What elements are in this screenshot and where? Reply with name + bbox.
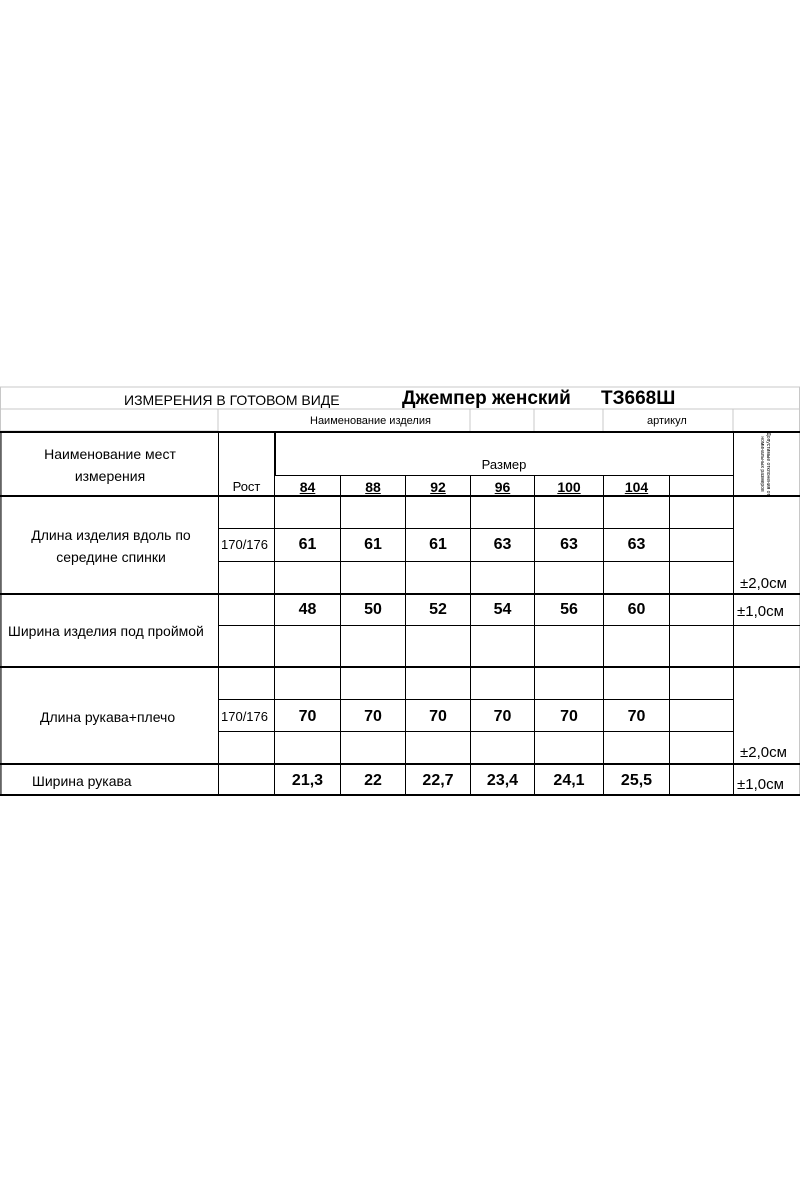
- table-cell: 70: [298, 708, 317, 725]
- table-cell: 21,3: [291, 772, 324, 789]
- table-cell: 48: [298, 601, 317, 618]
- size-label: 84: [299, 479, 316, 495]
- table-cell: 22,7: [422, 772, 454, 789]
- row-name: Ширина изделия под проймой: [8, 623, 204, 639]
- table-cell: 24,1: [553, 772, 585, 789]
- size-label: 92: [430, 479, 446, 495]
- table-cell: 25,5: [620, 772, 653, 789]
- product-name-caption: Наименование изделия: [310, 415, 431, 427]
- article-code: ТЗ668Ш: [601, 388, 676, 409]
- row-name: Длина изделия вдоль по середине спинки: [31, 527, 191, 565]
- row-name: Длина рукава+плечо: [40, 709, 176, 725]
- col-header-height: Рост: [232, 479, 261, 494]
- table-cell: 63: [627, 536, 646, 553]
- row-name: Ширина рукава: [32, 773, 132, 789]
- size-label: 100: [557, 479, 581, 495]
- table-cell: 70: [627, 708, 646, 725]
- col-header-tolerance: Допустимые отклонения от номинальных размеров: [759, 432, 771, 496]
- table-cell: 60: [627, 601, 646, 618]
- col-header-place: Наименование мест измерения: [44, 446, 176, 484]
- tolerance-value: ±1,0см: [737, 776, 784, 793]
- table-cell: 70: [493, 708, 512, 725]
- tolerance-value: ±2,0см: [740, 744, 787, 761]
- table-cell: 70: [364, 708, 382, 725]
- table-cell: 52: [429, 601, 447, 618]
- size-label: 88: [365, 479, 381, 495]
- table-cell: 61: [429, 536, 447, 553]
- table-cell: 61: [364, 536, 382, 553]
- size-label: 104: [624, 479, 649, 495]
- measurements-title: ИЗМЕРЕНИЯ В ГОТОВОМ ВИДЕ: [124, 392, 340, 408]
- col-header-size: Размер: [481, 457, 527, 472]
- table-cell: 54: [493, 601, 512, 618]
- row-height: 170/176: [221, 537, 268, 552]
- table-cell: 63: [493, 536, 512, 553]
- table-cell: 63: [560, 536, 578, 553]
- tolerance-value: ±2,0см: [740, 575, 787, 592]
- table-cell: 61: [298, 536, 317, 553]
- table-cell: 56: [560, 601, 578, 618]
- table-cell: 70: [560, 708, 578, 725]
- size-label: 96: [494, 479, 511, 495]
- row-height: 170/176: [221, 709, 268, 724]
- tolerance-value: ±1,0см: [737, 603, 784, 620]
- product-title: Джемпер женский: [402, 388, 571, 409]
- table-cell: 23,4: [486, 772, 519, 789]
- article-caption: артикул: [647, 415, 687, 427]
- table-cell: 22: [364, 772, 382, 789]
- table-cell: 50: [364, 601, 382, 618]
- table-cell: 70: [429, 708, 447, 725]
